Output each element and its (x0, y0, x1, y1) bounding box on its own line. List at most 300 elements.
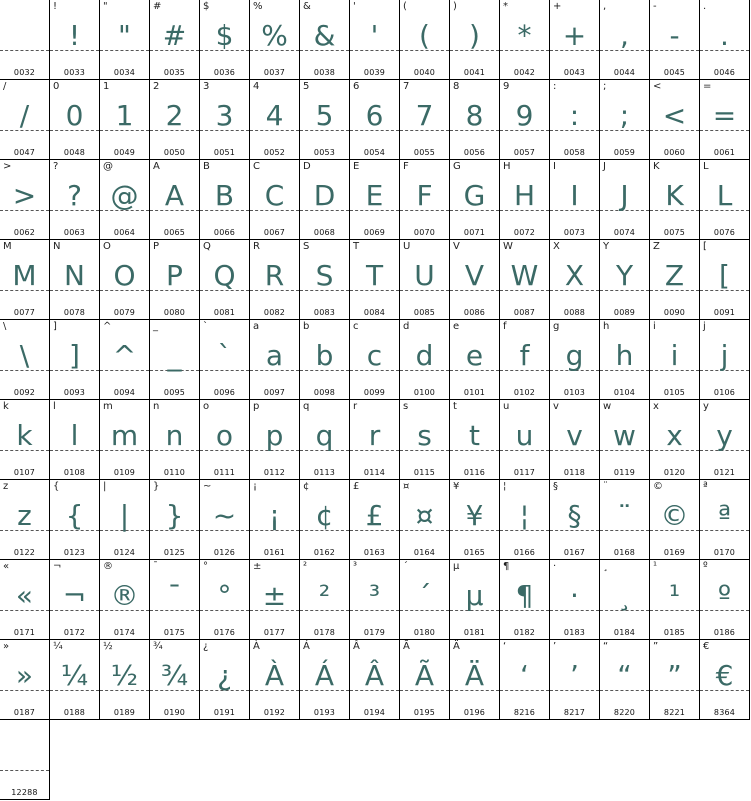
glyph-code: 0085 (413, 308, 436, 317)
glyph-label: 5 (303, 81, 310, 92)
glyph-code: 0172 (63, 628, 86, 637)
glyph-cell (0, 560, 50, 640)
glyph-label: h (603, 321, 610, 332)
glyph-code: 0117 (513, 468, 536, 477)
glyph-label: - (653, 1, 657, 12)
glyph-label: Q (203, 241, 211, 252)
glyph-code: 0176 (213, 628, 236, 637)
glyph-label: Â (353, 641, 360, 652)
glyph-preview: N (64, 259, 85, 292)
glyph-cell (200, 240, 250, 320)
glyph-preview: O (113, 259, 136, 292)
glyph-preview: g (565, 339, 584, 372)
glyph-cell (400, 80, 450, 160)
glyph-code: 0184 (613, 628, 636, 637)
glyph-cell (650, 480, 700, 560)
glyph-label: » (3, 641, 10, 652)
glyph-code: 0076 (713, 228, 736, 237)
glyph-label: O (103, 241, 111, 252)
glyph-preview: Z (664, 259, 685, 292)
glyph-preview: l (70, 419, 79, 452)
glyph-label: E (353, 161, 360, 172)
glyph-label: « (3, 561, 10, 572)
glyph-label: ” (653, 641, 659, 652)
glyph-preview: 2 (165, 99, 184, 132)
glyph-code: 8364 (713, 708, 736, 717)
glyph-cell (700, 560, 750, 640)
glyph-preview: } (165, 499, 184, 532)
glyph-preview: 0 (65, 99, 84, 132)
glyph-cell (450, 640, 500, 720)
glyph-code: 0183 (563, 628, 586, 637)
glyph-label: ¡ (253, 481, 258, 492)
glyph-preview: ¥ (465, 499, 484, 532)
glyph-preview: ¯ (167, 579, 182, 612)
glyph-cell (150, 80, 200, 160)
glyph-code: 0074 (613, 228, 636, 237)
glyph-label: U (403, 241, 411, 252)
glyph-code: 0073 (563, 228, 586, 237)
glyph-cell (700, 480, 750, 560)
glyph-code: 0101 (463, 388, 486, 397)
glyph-code: 0119 (613, 468, 636, 477)
glyph-preview: 9 (515, 99, 534, 132)
glyph-preview (0, 8, 49, 58)
glyph-preview: j (720, 339, 729, 372)
glyph-preview: Y (615, 259, 634, 292)
glyph-preview: ² (318, 579, 331, 612)
glyph-preview: © (660, 499, 689, 532)
glyph-cell (100, 160, 150, 240)
glyph-cell (550, 0, 600, 80)
glyph-cell (600, 400, 650, 480)
glyph-code: 0180 (413, 628, 436, 637)
glyph-preview: n (165, 419, 184, 452)
glyph-code: 0120 (663, 468, 686, 477)
glyph-preview: ~ (212, 499, 237, 532)
glyph-label: q (303, 401, 310, 412)
glyph-code: 0095 (163, 388, 186, 397)
glyph-label: < (653, 81, 662, 92)
glyph-cell (400, 160, 450, 240)
glyph-preview: _ (167, 339, 182, 372)
glyph-cell (100, 480, 150, 560)
glyph-preview: t (469, 419, 480, 452)
glyph-code: 0118 (563, 468, 586, 477)
glyph-code: 0167 (563, 548, 586, 557)
glyph-code: 0126 (213, 548, 236, 557)
glyph-label: N (53, 241, 61, 252)
glyph-label: ~ (203, 481, 212, 492)
glyph-label: . (703, 1, 707, 12)
glyph-cell (400, 640, 450, 720)
glyph-code: 0102 (513, 388, 536, 397)
glyph-code: 0097 (263, 388, 286, 397)
glyph-code: 0106 (713, 388, 736, 397)
glyph-cell (550, 400, 600, 480)
glyph-code: 0099 (363, 388, 386, 397)
glyph-preview: : (569, 99, 580, 132)
glyph-code: 0187 (13, 708, 36, 717)
glyph-code: 0188 (63, 708, 86, 717)
glyph-preview: @ (110, 179, 139, 212)
glyph-cell (400, 0, 450, 80)
glyph-label: Á (303, 641, 310, 652)
glyph-label: f (503, 321, 507, 332)
glyph-preview: R (264, 259, 285, 292)
glyph-preview: h (615, 339, 634, 372)
glyph-code: 0037 (263, 68, 286, 77)
glyph-label: R (253, 241, 260, 252)
glyph-label: V (453, 241, 460, 252)
glyph-cell (450, 160, 500, 240)
glyph-preview: ® (110, 579, 139, 612)
glyph-code: 0192 (263, 708, 286, 717)
glyph-cell (150, 0, 200, 80)
glyph-code: 0110 (163, 468, 186, 477)
glyph-cell (700, 240, 750, 320)
glyph-code: 0195 (413, 708, 436, 717)
glyph-label: W (503, 241, 513, 252)
glyph-label: B (203, 161, 210, 172)
glyph-code: 0086 (463, 308, 486, 317)
glyph-cell (350, 400, 400, 480)
glyph-code: 0096 (213, 388, 236, 397)
glyph-cell (50, 160, 100, 240)
glyph-cell (0, 480, 50, 560)
glyph-label: u (503, 401, 510, 412)
glyph-code: 0189 (113, 708, 136, 717)
glyph-code: 0094 (113, 388, 136, 397)
glyph-label: Ä (453, 641, 460, 652)
glyph-preview: , (620, 19, 629, 52)
glyph-cell (250, 80, 300, 160)
glyph-label: % (253, 1, 263, 12)
glyph-cell (300, 240, 350, 320)
glyph-cell (200, 80, 250, 160)
glyph-preview: Á (314, 659, 335, 692)
glyph-preview: C (264, 179, 285, 212)
glyph-preview: / (19, 99, 30, 132)
glyph-code: 0048 (63, 148, 86, 157)
glyph-label: F (403, 161, 409, 172)
glyph-cell (400, 480, 450, 560)
glyph-cell (400, 240, 450, 320)
glyph-label: & (303, 1, 311, 12)
glyph-cell (50, 640, 100, 720)
glyph-code: 0122 (13, 548, 36, 557)
glyph-label: ‘ (503, 641, 507, 652)
glyph-preview: S (315, 259, 334, 292)
glyph-label: = (703, 81, 712, 92)
glyph-cell (650, 160, 700, 240)
glyph-cell (650, 0, 700, 80)
glyph-preview: z (17, 499, 32, 532)
glyph-cell (200, 0, 250, 80)
glyph-preview: 7 (415, 99, 434, 132)
glyph-preview: Â (364, 659, 385, 692)
glyph-cell (650, 560, 700, 640)
glyph-code: 0083 (313, 308, 336, 317)
glyph-cell (400, 560, 450, 640)
glyph-cell (100, 320, 150, 400)
glyph-code: 0112 (263, 468, 286, 477)
glyph-preview: < (662, 99, 687, 132)
glyph-code: 0104 (613, 388, 636, 397)
glyph-code: 0050 (163, 148, 186, 157)
glyph-preview: > (12, 179, 37, 212)
glyph-label: @ (103, 161, 113, 172)
glyph-preview: | (119, 499, 130, 532)
glyph-preview: k (16, 419, 33, 452)
glyph-code: 0053 (313, 148, 336, 157)
glyph-label: , (603, 1, 607, 12)
glyph-cell (250, 560, 300, 640)
glyph-label: 7 (403, 81, 410, 92)
glyph-preview: 3 (215, 99, 234, 132)
glyph-preview: c (366, 339, 383, 372)
glyph-code: 0055 (413, 148, 436, 157)
glyph-preview: ¼ (60, 659, 89, 692)
glyph-preview: $ (215, 19, 234, 52)
glyph-preview: 6 (365, 99, 384, 132)
glyph-code: 0164 (413, 548, 436, 557)
glyph-cell (700, 320, 750, 400)
glyph-code: 0113 (313, 468, 336, 477)
glyph-cell (300, 640, 350, 720)
glyph-preview: ; (619, 99, 630, 132)
glyph-code: 0060 (663, 148, 686, 157)
glyph-label: 0 (53, 81, 60, 92)
glyph-label: M (3, 241, 12, 252)
glyph-label: / (3, 81, 7, 92)
glyph-preview: p (265, 419, 284, 452)
glyph-cell (600, 640, 650, 720)
glyph-label: € (703, 641, 710, 652)
glyph-cell (200, 640, 250, 720)
glyph-preview: « (15, 579, 34, 612)
glyph-code: 0116 (463, 468, 486, 477)
glyph-cell (450, 320, 500, 400)
glyph-preview: T (365, 259, 384, 292)
glyph-preview: ¬ (62, 579, 87, 612)
glyph-cell (150, 320, 200, 400)
glyph-code: 8216 (513, 708, 536, 717)
glyph-code: 0091 (713, 308, 736, 317)
glyph-preview: ª (717, 499, 732, 532)
glyph-code: 0191 (213, 708, 236, 717)
glyph-preview: ¾ (160, 659, 189, 692)
glyph-code: 0039 (363, 68, 386, 77)
glyph-preview: s (417, 419, 432, 452)
glyph-code: 0098 (313, 388, 336, 397)
glyph-preview: . (720, 19, 729, 52)
glyph-cell (600, 0, 650, 80)
glyph-code: 0047 (13, 148, 36, 157)
glyph-label: 9 (503, 81, 510, 92)
glyph-cell (300, 480, 350, 560)
glyph-cell (600, 240, 650, 320)
glyph-code: 0052 (263, 148, 286, 157)
glyph-cell (650, 640, 700, 720)
glyph-cell (300, 560, 350, 640)
glyph-label: n (153, 401, 160, 412)
glyph-code: 0080 (163, 308, 186, 317)
glyph-code: 0061 (713, 148, 736, 157)
glyph-cell (300, 80, 350, 160)
glyph-preview: Q (213, 259, 236, 292)
glyph-label: j (703, 321, 706, 332)
glyph-label: 4 (253, 81, 260, 92)
glyph-preview: ( (419, 19, 430, 52)
glyph-label: À (253, 641, 260, 652)
glyph-cell (100, 640, 150, 720)
glyph-preview: b (315, 339, 334, 372)
glyph-label: x (653, 401, 659, 412)
glyph-code: 0114 (363, 468, 386, 477)
glyph-preview: W (510, 259, 539, 292)
glyph-cell (100, 80, 150, 160)
glyph-label: w (603, 401, 612, 412)
glyph-preview: » (15, 659, 34, 692)
glyph-label: e (453, 321, 460, 332)
glyph-preview: § (567, 499, 582, 532)
glyph-preview: ] (69, 339, 80, 372)
glyph-label: Ã (403, 641, 410, 652)
glyph-label: ) (453, 1, 457, 12)
glyph-label: ( (403, 1, 407, 12)
glyph-cell (650, 80, 700, 160)
glyph-cell (0, 640, 50, 720)
glyph-code: 0111 (213, 468, 236, 477)
glyph-cell (350, 480, 400, 560)
glyph-cell (50, 80, 100, 160)
glyph-label: ® (103, 561, 113, 572)
glyph-cell (50, 400, 100, 480)
glyph-cell (250, 240, 300, 320)
glyph-cell (100, 560, 150, 640)
glyph-cell (50, 560, 100, 640)
glyph-preview: ¸ (617, 579, 632, 612)
glyph-label: ¯ (153, 561, 158, 572)
glyph-code: 0066 (213, 228, 236, 237)
glyph-cell (250, 160, 300, 240)
glyph-preview: ? (67, 179, 82, 212)
glyph-code: 0057 (513, 148, 536, 157)
glyph-label: g (553, 321, 560, 332)
glyph-code: 0059 (613, 148, 636, 157)
glyph-label: ³ (353, 561, 358, 572)
glyph-label: t (453, 401, 457, 412)
glyph-label: 2 (153, 81, 160, 92)
glyph-label: ¬ (53, 561, 62, 572)
glyph-code: 0046 (713, 68, 736, 77)
glyph-preview: \ (19, 339, 30, 372)
glyph-preview: v (566, 419, 583, 452)
glyph-label: y (703, 401, 709, 412)
glyph-cell (200, 480, 250, 560)
glyph-label: _ (153, 321, 158, 332)
glyph-preview: µ (465, 579, 484, 612)
glyph-label: o (203, 401, 210, 412)
glyph-label: 6 (353, 81, 360, 92)
glyph-cell (100, 400, 150, 480)
glyph-cell (550, 320, 600, 400)
glyph-cell (450, 560, 500, 640)
glyph-cell (500, 640, 550, 720)
glyph-label: ° (203, 561, 208, 572)
glyph-preview: ¨ (617, 499, 632, 532)
glyph-code: 0054 (363, 148, 386, 157)
glyph-preview: P (166, 259, 183, 292)
glyph-preview: f (519, 339, 530, 372)
glyph-code: 0107 (13, 468, 36, 477)
glyph-preview: i (670, 339, 679, 372)
glyph-label: J (603, 161, 606, 172)
glyph-label: [ (703, 241, 707, 252)
glyph-label: k (3, 401, 9, 412)
glyph-label: ^ (103, 321, 112, 332)
glyph-cell (500, 240, 550, 320)
glyph-cell (600, 560, 650, 640)
glyph-label: { (53, 481, 60, 492)
glyph-cell (0, 720, 50, 800)
glyph-label: # (153, 1, 162, 12)
glyph-cell (150, 400, 200, 480)
glyph-code: 0196 (463, 708, 486, 717)
glyph-label: m (103, 401, 113, 412)
glyph-label: 1 (103, 81, 110, 92)
glyph-code: 0033 (63, 68, 86, 77)
glyph-label: c (353, 321, 359, 332)
glyph-label: i (653, 321, 656, 332)
glyph-preview: ¡ (268, 499, 281, 532)
glyph-cell (350, 80, 400, 160)
glyph-cell (250, 400, 300, 480)
glyph-cell (550, 80, 600, 160)
glyph-cell (500, 80, 550, 160)
glyph-preview: ¦ (519, 499, 530, 532)
glyph-preview: Ã (414, 659, 435, 692)
glyph-cell (250, 640, 300, 720)
glyph-code: 0044 (613, 68, 636, 77)
glyph-code: 0034 (113, 68, 136, 77)
glyph-preview: K (665, 179, 684, 212)
glyph-code: 0175 (163, 628, 186, 637)
glyph-preview: À (264, 659, 285, 692)
glyph-code: 0125 (163, 548, 186, 557)
glyph-preview: q (315, 419, 334, 452)
glyph-preview: y (716, 419, 733, 452)
glyph-label: l (53, 401, 56, 412)
glyph-preview: x (666, 419, 683, 452)
glyph-label: £ (353, 481, 360, 492)
glyph-code: 0092 (13, 388, 36, 397)
glyph-label: G (453, 161, 461, 172)
glyph-label: 3 (203, 81, 210, 92)
glyph-label: H (503, 161, 511, 172)
glyph-label: K (653, 161, 660, 172)
glyph-code: 0178 (313, 628, 336, 637)
glyph-cell (450, 400, 500, 480)
glyph-cell (150, 480, 200, 560)
glyph-label: “ (603, 641, 609, 652)
glyph-label: A (153, 161, 160, 172)
glyph-preview: 1 (115, 99, 134, 132)
glyph-code: 0168 (613, 548, 636, 557)
glyph-preview: r (368, 419, 381, 452)
glyph-label: P (153, 241, 160, 252)
